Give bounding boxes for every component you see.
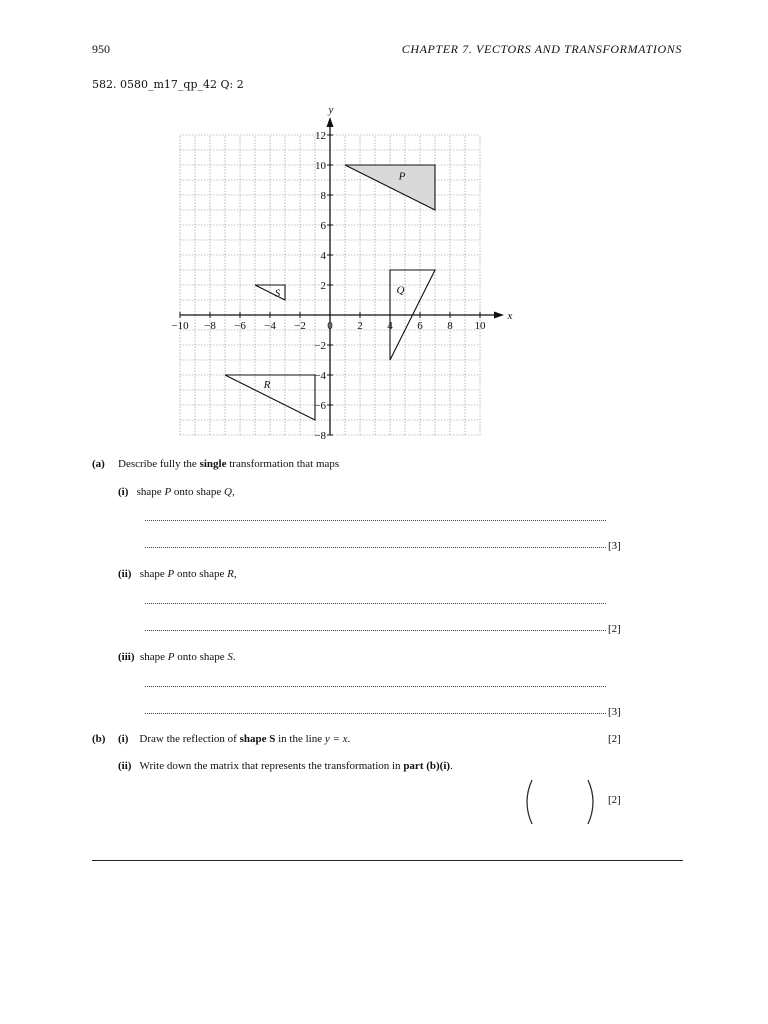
shape-label-p: P (398, 170, 406, 183)
part-a-iii-end: . (232, 651, 236, 663)
part-a-iii-shape1: P (167, 651, 175, 663)
y-tick-label: −2 (314, 340, 326, 352)
y-tick-label: −6 (314, 400, 326, 412)
right-bracket (588, 780, 593, 824)
page-number: 950 (92, 42, 110, 56)
part-b-label (92, 733, 105, 745)
part-a-i-pre: shape (136, 486, 165, 498)
part-a-intro (118, 458, 339, 470)
part-a-label (92, 458, 105, 470)
part-a-intro-pre: Describe fully the (118, 458, 200, 470)
part-a-ii-shape2: R (227, 568, 234, 580)
answer-line[interactable] (145, 686, 606, 687)
x-axis-label: x (507, 310, 513, 322)
y-tick-label: 8 (320, 190, 326, 202)
part-a-ii-pre: shape (139, 568, 168, 580)
answer-line[interactable] (145, 603, 606, 604)
y-tick-label: 6 (320, 220, 326, 232)
marks-a-i: [3] (608, 540, 621, 552)
x-tick-label: 6 (417, 320, 423, 332)
y-axis-label: y (328, 104, 334, 116)
y-tick-label: 12 (315, 130, 326, 142)
part-b-ii-label: (ii) (118, 760, 132, 772)
part-a-intro-post: transformation that maps (226, 458, 340, 470)
x-tick-label: −6 (234, 320, 246, 332)
coordinate-grid-figure (160, 100, 530, 445)
part-b-i-pre: Draw the reflection of (139, 733, 240, 745)
part-b-i-question (118, 733, 350, 745)
part-b-i-bold: shape S (239, 733, 276, 745)
part-a-ii-shape1: P (167, 568, 175, 580)
part-b-i-end: . (347, 733, 351, 745)
part-a-i-shape2: Q (224, 486, 232, 498)
y-tick-label: 10 (315, 160, 326, 172)
part-a-ii-mid: onto shape (174, 568, 228, 580)
part-b-ii-question (118, 760, 453, 772)
x-tick-label: 10 (474, 320, 486, 332)
y-axis-arrow (327, 117, 334, 127)
x-tick-label: −10 (171, 320, 189, 332)
part-b-i-label: (i) (118, 733, 129, 745)
marks-b-i: [2] (608, 733, 621, 745)
x-tick-label: −2 (294, 320, 306, 332)
part-a-ii-question (118, 568, 237, 580)
shape-label-s: S (274, 287, 281, 300)
answer-line[interactable] (145, 713, 606, 714)
part-a-intro-bold: single (199, 458, 227, 470)
answer-line[interactable] (145, 547, 606, 548)
part-a-iii-mid: onto shape (174, 651, 228, 663)
x-tick-label: −8 (204, 320, 216, 332)
marks-a-iii: [3] (608, 706, 621, 718)
x-axis-arrow (494, 312, 504, 319)
answer-line[interactable] (145, 630, 606, 631)
answer-line[interactable] (145, 520, 606, 521)
part-a-iii-pre: shape (140, 651, 168, 663)
question-reference: 582. 0580_m17_qp_42 Q: 2 (92, 78, 244, 91)
part-a-i-question (118, 486, 235, 498)
x-tick-label: 2 (357, 320, 363, 332)
shape-label-r: R (263, 379, 271, 391)
y-tick-label: −4 (314, 370, 326, 382)
chapter-title: CHAPTER 7. VECTORS AND TRANSFORMATIONS (401, 42, 682, 56)
left-bracket (527, 780, 532, 824)
part-a-i-shape1: P (164, 486, 172, 498)
part-a-iii-shape2: S (227, 651, 233, 663)
part-a-number: (a) (92, 458, 105, 470)
marks-a-ii: [2] (608, 623, 621, 635)
part-b-ii-bold: part (b)(i) (403, 760, 451, 772)
footer-rule (92, 860, 683, 861)
part-b-ii-pre: Write down the matrix that represents the transformation in (139, 760, 404, 772)
x-tick-label: 0 (327, 320, 333, 332)
part-a-ii-label: (ii) (118, 568, 132, 580)
part-b-number: (b) (92, 733, 106, 745)
y-tick-label: −8 (314, 430, 326, 442)
part-a-i-label: (i) (118, 486, 129, 498)
part-a-i-end: , (231, 486, 235, 498)
marks-b-ii: [2] (608, 794, 621, 806)
part-a-iii-label: (iii) (118, 651, 135, 663)
x-tick-label: −4 (264, 320, 276, 332)
x-tick-label: 8 (447, 320, 453, 332)
y-tick-label: 2 (320, 280, 326, 292)
matrix-brackets[interactable] (520, 776, 600, 828)
part-a-ii-end: , (233, 568, 237, 580)
part-b-i-equation: y = x (324, 733, 348, 745)
y-tick-label: 4 (320, 250, 326, 262)
part-a-iii-question (118, 651, 236, 663)
shape-label-q: Q (396, 284, 405, 297)
x-tick-label: 4 (387, 320, 393, 332)
part-b-i-mid: in the line (275, 733, 325, 745)
part-a-i-mid: onto shape (171, 486, 225, 498)
part-b-ii-end: . (450, 760, 453, 772)
